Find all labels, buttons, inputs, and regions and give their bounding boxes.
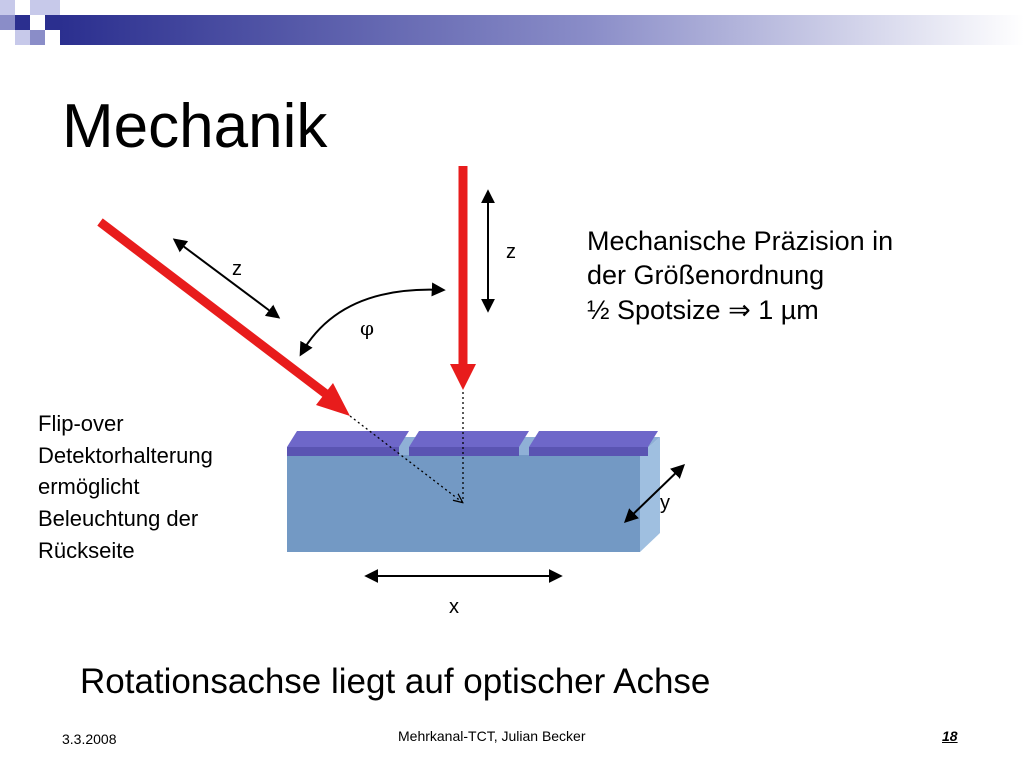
label-y: y — [660, 492, 670, 514]
footer-date: 3.3.2008 — [62, 731, 117, 747]
label-z-right: z — [506, 241, 516, 263]
z-axis-arrow-left — [175, 240, 278, 317]
precision-line-3: ½ Spotsize ⇒ 1 µm — [587, 294, 819, 325]
flipover-line-1: Flip-over — [38, 411, 124, 436]
label-z-left: z — [232, 258, 242, 280]
precision-line-1: Mechanische Präzision in — [587, 226, 894, 256]
detector-block — [287, 431, 660, 552]
bottom-statement: Rotationsachse liegt auf optischer Achse — [80, 662, 711, 701]
label-phi: φ — [360, 316, 375, 340]
sensor-strips — [287, 431, 658, 456]
page-number: 18 — [942, 728, 958, 744]
footer-center: Mehrkanal-TCT, Julian Becker — [398, 728, 586, 744]
flipover-line-3: ermöglicht — [38, 474, 140, 500]
precision-note — [587, 224, 893, 327]
flipover-line-5: Rückseite — [38, 537, 135, 563]
label-x: x — [449, 596, 459, 618]
precision-line-2: der Größenordnung — [587, 260, 825, 291]
flipover-line-2: Detektorhalterung — [38, 442, 213, 468]
slide-title: Mechanik — [62, 92, 328, 161]
vertical-laser-beam — [450, 166, 476, 390]
flipover-line-4: Beleuchtung der — [38, 506, 199, 532]
flipover-note — [38, 408, 213, 566]
oblique-laser-beam — [100, 222, 350, 416]
